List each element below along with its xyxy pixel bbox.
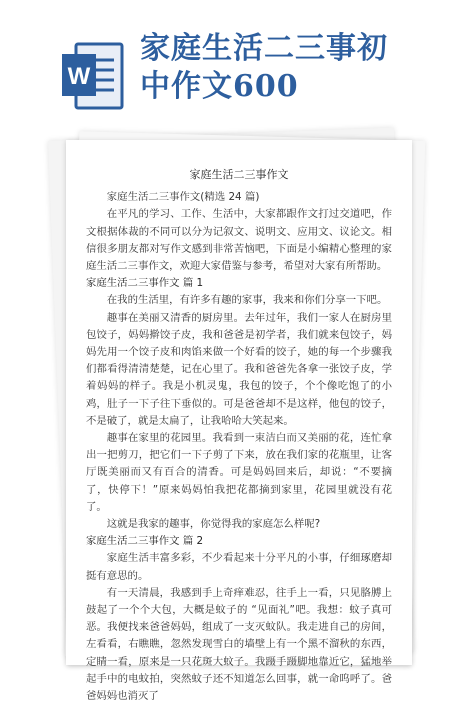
paragraph: 在我的生活里，有许多有趣的家事，我来和你们分享一下吧。: [106, 294, 388, 307]
word-document-icon: [60, 38, 126, 114]
paragraph: 趣事在美丽又清香的厨房里。去年过年，我们一家人在厨房里包饺子，妈妈擀饺子皮，我和爸爸是初学者，我们就来包饺子，妈妈先用一个饺子皮和肉馅来做一个好看的饺子，她的每一个步骤我们都看得清清楚楚，记在心里了。我和爸爸先各拿一张饺子皮，学着妈妈的样子。我是小机灵鬼，我包的饺子，个个像吃饱了的小鸡，肚子一下子往下垂似的。可是爸爸却不是这样，他包的饺子，不是破了，就是太扁了，让我哈哈大笑起来。: [86, 311, 392, 427]
document-content: [86, 166, 392, 705]
title-line-1: 家庭生活二三事初: [140, 31, 388, 66]
page-title: [140, 30, 470, 106]
section-heading: 家庭生活二三事作文 篇 2: [86, 535, 204, 548]
header: [0, 0, 474, 140]
title-line-2: 中作文600: [140, 69, 299, 104]
paragraph: 在平凡的学习、工作、生活中，大家都跟作文打过交道吧，作文根据体裁的不同可以分为记叙文、说明文、应用文、议论文。相信很多朋友都对写作文感到非常苦恼吧，下面是小编精心整理的家庭生活二三事作文，欢迎大家借鉴与参考，希望对大家有所帮助。: [86, 208, 392, 273]
paragraph: 家庭生活丰富多彩，不少看起来十分平凡的小事，仔细琢磨却挺有意思的。: [86, 552, 392, 582]
document-preview: [66, 140, 412, 703]
paragraph: 这就是我家的趣事，你觉得我的家庭怎么样呢?: [106, 518, 321, 531]
document-page: [66, 140, 412, 703]
paragraph-list: [86, 206, 392, 705]
document-subtitle: 家庭生活二三事作文(精选 24 篇): [106, 191, 260, 204]
section-heading: 家庭生活二三事作文 篇 1: [86, 277, 204, 290]
paragraph: 趣事在家里的花园里。我看到一束洁白而又美丽的花，连忙拿出一把剪刀，把它们一下子剪了下来，放在我们家的花瓶里，让客厅既美丽而又有百合的清香。可是妈妈回来后，却说：“不要摘了，快停下！”原来妈妈怕我把花都摘到家里，花园里就没有花了。: [86, 432, 392, 513]
paragraph: 有一天清晨，我感到手上奇痒难忍，往手上一看，只见胳膊上鼓起了一个个大包，大概是蚊子的 “见面礼”吧。我想：蚊子真可恶。我便找来爸爸妈妈，组成了一支灭蚊队。我走进自己的房间，左看看，右瞧瞧，忽然发现雪白的墙壁上有一个黑不溜秋的东西，定睛一看，原来是一只花斑大蚊子。我蹑手蹑脚地靠近它，猛地举起手中的电蚊拍，突然蚊子还不知道怎么回事，就一命呜呼了。爸爸妈妈也消灭了: [86, 586, 392, 703]
word-icon-letter: W: [67, 63, 91, 90]
document-title: 家庭生活二三事作文: [189, 168, 289, 181]
